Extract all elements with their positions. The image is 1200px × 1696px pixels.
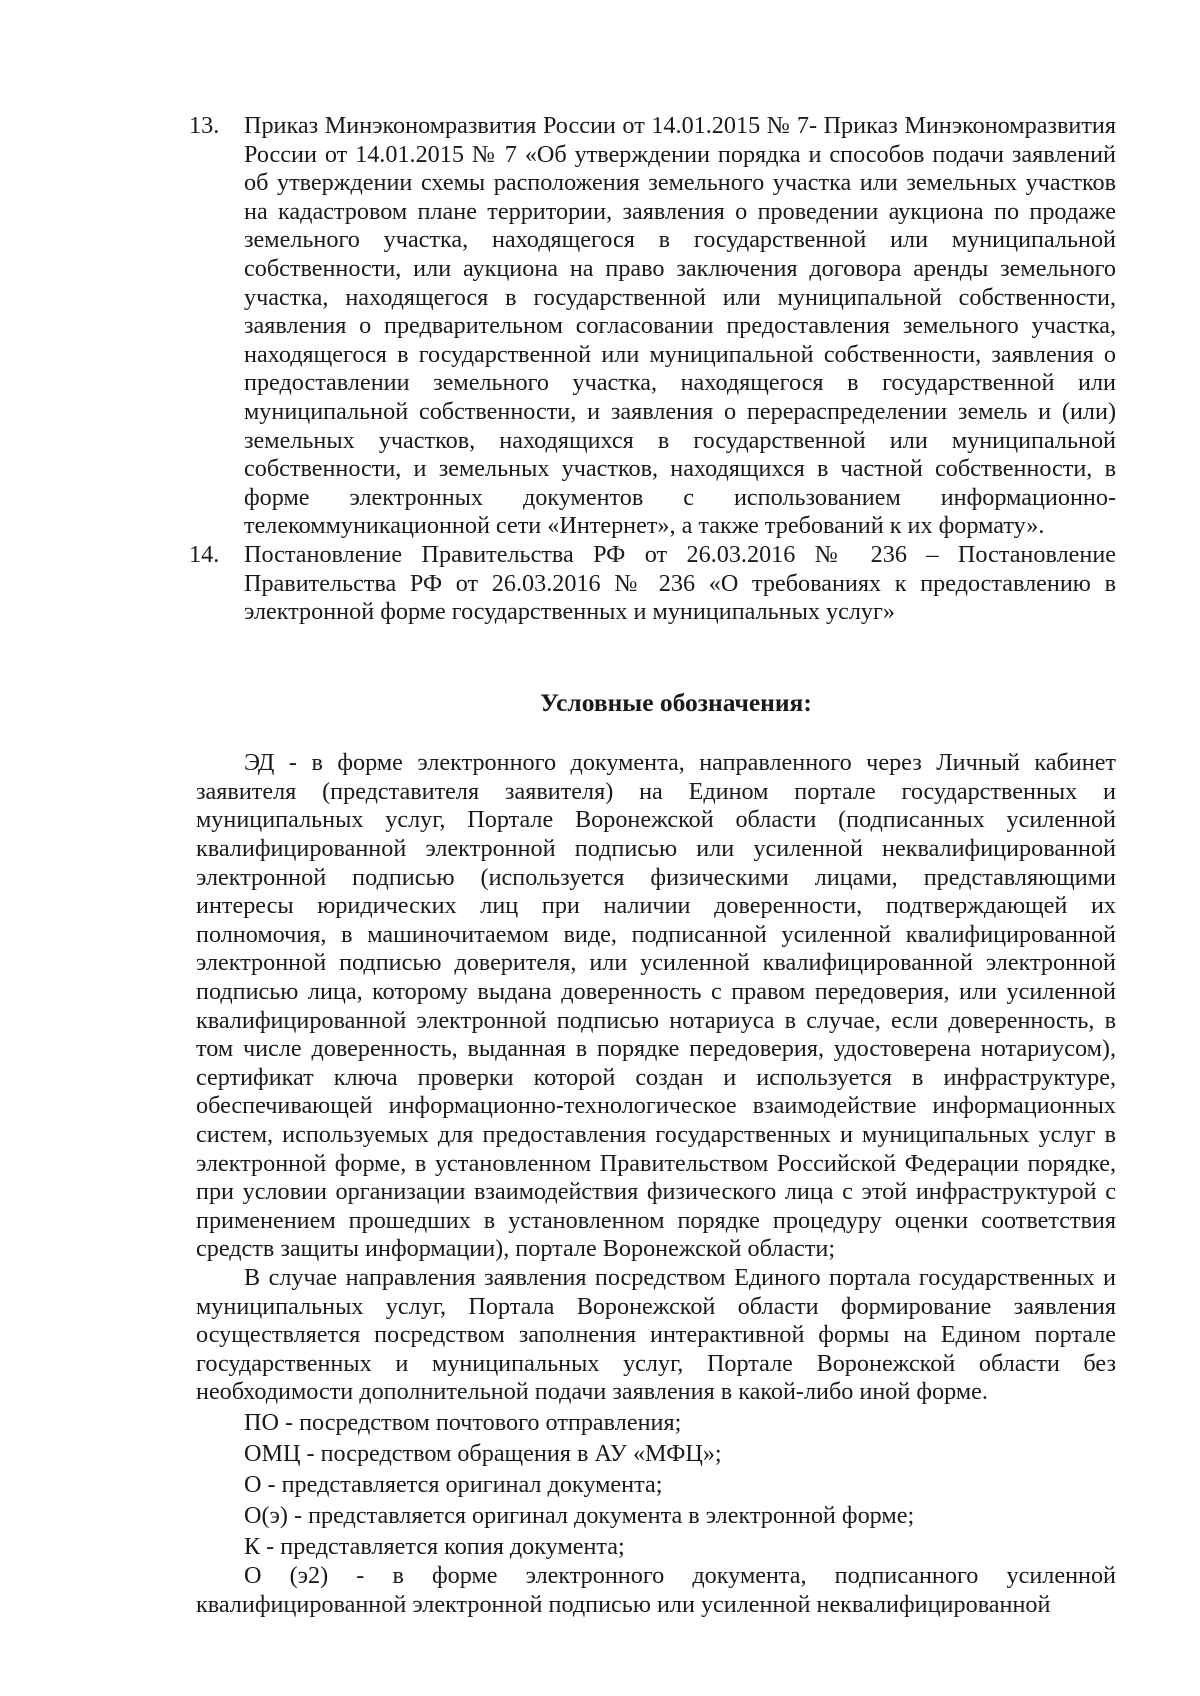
list-item-text: Приказ Минэкономразвития России от 14.01.2015 № 7- Приказ Минэкономразвития России от 14.01.2015 № 7 «Об утверждении порядка и способов подачи заявлений об утверждении схемы расположения земельного участка или земельных участков на кадастровом плане территории, заявления о проведении аукциона по продаже земельного участка, находящегося в государственной или муниципальной собственности, или аукциона на право заключения договора аренды земельного участка, находящегося в государственной или муниципальной собственности, заявления о предварительном согласовании предоставления земельного участка, находящегося в государственной или муниципальной собственности, заявления о предоставлении земельного участка, находящегося в государственной или муниципальной собственности, и заявления о перераспределении земель и (или) земельных участков, находящихся в государственной или муниципальной собственности, и земельных участков, находящихся в частной собственности, в форме электронных документов с использованием информационно-телекоммуникационной сети «Интернет», а также требований к их формату». <box>244 112 1116 540</box>
list-item-text: Постановление Правительства РФ от 26.03.2016 № 236 – Постановление Правительства РФ от 26.03.2016 № 236 «О требованиях к предоставлению в электронной форме государственных и муниципальных услуг» <box>244 540 1116 626</box>
paragraph-k: К - представляется копия документа; <box>244 1532 625 1560</box>
section-heading: Условные обозначения: <box>540 687 812 717</box>
list-item-number: 13. <box>189 112 220 139</box>
paragraph-ed: ЭД - в форме электронного документа, направленного через Личный кабинет заявителя (представителя заявителя) на Едином портале государственных и муниципальных услуг, Портале Воронежской области (подписанных усиленной квалифицированной электронной подписью или усиленной неквалифицированной электронной подписью (используется физическими лицами, представляющими интересы юридических лиц при наличии доверенности, подтверждающей их полномочия, в машиночитаемом виде, подписанной усиленной квалифицированной электронной подписью доверителя, или усиленной квалифицированной электронной подписью лица, которому выдана доверенность с правом передоверия, или усиленной квалифицированной электронной подписью нотариуса в случае, если доверенность, в том числе доверенность, выданная в порядке передоверия, удостоверена нотариусом), сертификат ключа проверки которой создан и используется в инфраструктуре, обеспечивающей информационно-технологическое взаимодействие информационных систем, используемых для предоставления государственных и муниципальных услуг в электронной форме, в установленном Правительством Российской Федерации порядке, при условии организации взаимодействия физического лица с этой инфраструктурой с применением прошедших в установленном порядке процедуру оценки соответствия средств защиты информации), портале Воронежской области; <box>196 749 1116 1263</box>
paragraph-oe: О(э) - представляется оригинал документа в электронной форме; <box>244 1501 915 1529</box>
paragraph-omc: ОМЦ - посредством обращения в АУ «МФЦ»; <box>244 1439 722 1467</box>
paragraph-oe2: О (э2) - в форме электронного документа, подписанного усиленной квалифицированной электронной подписью или усиленной неквалифицированной <box>196 1561 1116 1618</box>
list-item-number: 14. <box>189 540 220 568</box>
list-item-13 <box>189 112 1116 541</box>
paragraph-portal: В случае направления заявления посредством Единого портала государственных и муниципальных услуг, Портала Воронежской области формирование заявления осуществляется посредством заполнения интерактивной формы на Едином портале государственных и муниципальных услуг, Портале Воронежской области без необходимости дополнительной подачи заявления в какой-либо иной форме. <box>196 1263 1116 1406</box>
paragraph-o: О - представляется оригинал документа; <box>244 1470 663 1498</box>
document-page <box>189 112 1116 1619</box>
paragraph-po: ПО - посредством почтового отправления; <box>244 1408 682 1436</box>
list-item-14 <box>189 540 1116 627</box>
